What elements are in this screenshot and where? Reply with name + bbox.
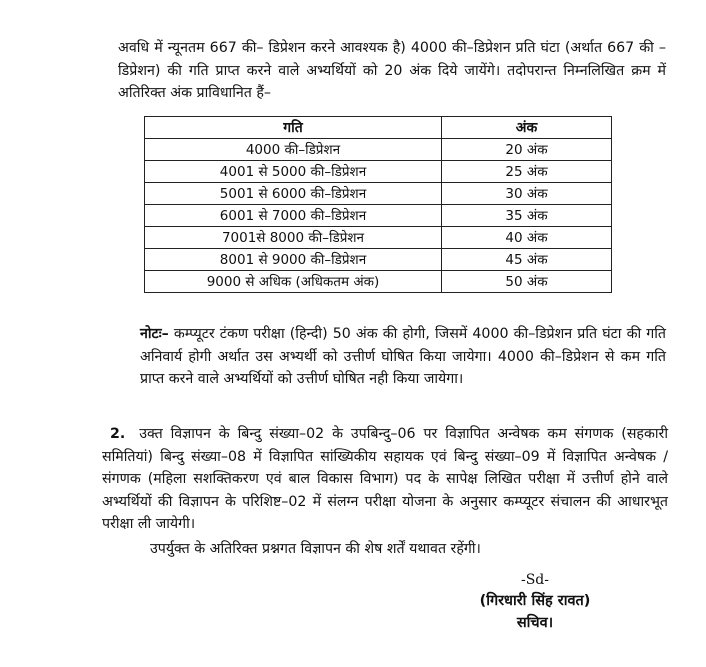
header-marks: अंक xyxy=(442,117,612,139)
intro-paragraph: अवधि में न्यूनतम 667 की– डिप्रेशन करने आवश्यक है) 4000 की–डिप्रेशन प्रति घंटा (अर्थात 667 की –डिप्रेशन) की गति प्राप्त करने वाले अभ्यर्थियों को 20 अंक दिये जायेंगे। तदोपरान्त निम्नलिखित क्रम में अतिरिक्त अंक प्राविधानित हैं– xyxy=(118,40,666,101)
marks-cell: 20 अंक xyxy=(442,139,612,161)
marks-cell: 45 अंक xyxy=(442,249,612,271)
speed-cell: 8001 से 9000 की–डिप्रेशन xyxy=(145,249,442,271)
point-text: उक्त विज्ञापन के बिन्दु संख्या–02 के उपबिन्दु–06 पर विज्ञापित अन्वेषक कम संगणक (सहकारी समितियां) बिन्दु संख्या–08 में विज्ञापित सांख्यिकीय सहायक एवं बिन्दु संख्या–09 में विज्ञापित अन्वेषक / संगणक (महिला सशक्तिकरण एवं बाल विकास विभाग) पद के सापेक्ष लिखित परीक्षा में उत्तीर्ण होने वाले अभ्यर्थियों की विज्ञापन के परिशिष्ट–02 में संलग्न परीक्षा योजना के अनुसार कम्प्यूटर संचालन की आधारभूत परीक्षा ली जायेगी। xyxy=(102,426,669,532)
closing-paragraph: उपर्युक्त के अतिरिक्त प्रश्नगत विज्ञापन की शेष शर्तें यथावत रहेंगी। xyxy=(150,541,481,557)
table-row xyxy=(145,139,612,161)
signatory-name: (गिरधारी सिंह रावत) xyxy=(479,593,591,609)
header-speed: गति xyxy=(145,117,442,139)
speed-cell: 5001 से 6000 की–डिप्रेशन xyxy=(145,183,442,205)
note-text: कम्प्यूटर टंकण परीक्षा (हिन्दी) 50 अंक की होगी, जिसमें 4000 की–डिप्रेशन प्रति घंटा की गति अनिवार्य होगी अर्थात उस अभ्यर्थी को उत्तीर्ण घोषित किया जायेगा। 4000 की–डिप्रेशन से कम गति प्राप्त करने वाले अभ्यर्थियों को उत्तीर्ण घोषित नही किया जायेगा। xyxy=(140,326,667,387)
signatory-designation: सचिव। xyxy=(516,615,554,631)
speed-cell: 4001 से 5000 की–डिप्रेशन xyxy=(145,161,442,183)
point-2-paragraph xyxy=(102,423,668,536)
table-row xyxy=(145,183,612,205)
table-header-row xyxy=(145,117,612,139)
table-row xyxy=(145,249,612,271)
signature-sd: -Sd- xyxy=(520,572,549,588)
speed-marks-table xyxy=(144,116,612,293)
note-paragraph xyxy=(140,323,666,391)
point-number: 2. xyxy=(110,426,126,442)
speed-cell: 7001से 8000 की–डिप्रेशन xyxy=(145,227,442,249)
marks-cell: 30 अंक xyxy=(442,183,612,205)
marks-cell: 35 अंक xyxy=(442,205,612,227)
speed-cell: 6001 से 7000 की–डिप्रेशन xyxy=(145,205,442,227)
table-row xyxy=(145,227,612,249)
marks-cell: 40 अंक xyxy=(442,227,612,249)
marks-cell: 50 अंक xyxy=(442,271,612,293)
speed-cell: 4000 की–डिप्रेशन xyxy=(145,139,442,161)
table-row xyxy=(145,271,612,293)
speed-cell: 9000 से अधिक (अधिकतम अंक) xyxy=(145,271,442,293)
signature-block xyxy=(460,570,610,634)
table-row xyxy=(145,205,612,227)
table-row xyxy=(145,161,612,183)
marks-cell: 25 अंक xyxy=(442,161,612,183)
note-label: नोटः– xyxy=(140,326,169,342)
